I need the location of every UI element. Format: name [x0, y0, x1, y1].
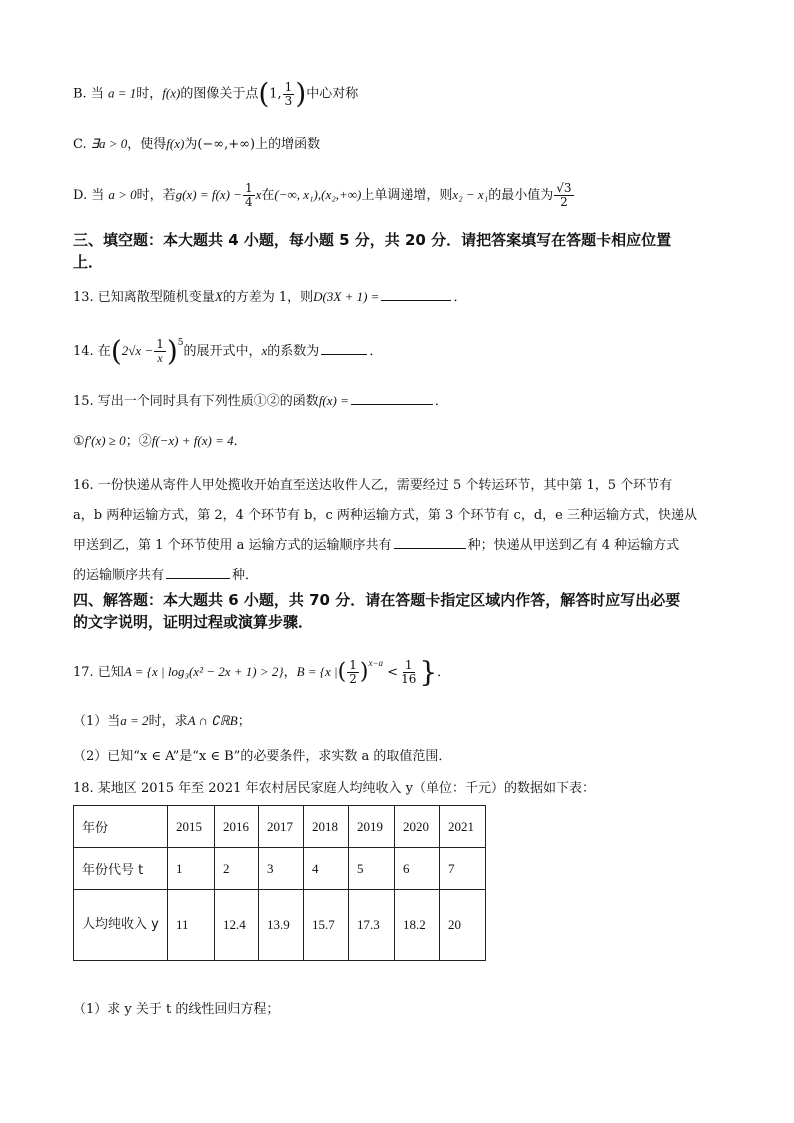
table-cell: 5: [349, 848, 395, 890]
question-13: 13. 已知离散型随机变量X的方差为 1，则D(3X + 1) = ．: [73, 289, 467, 305]
table-row-year: [74, 806, 486, 848]
table-row-code: [74, 848, 486, 890]
table-cell: 2017: [259, 806, 304, 848]
table-cell: 2: [215, 848, 259, 890]
question-14: 14. 在(2√x − $\frac{1}{x}$ )$^5$的展开式中，x的系数为 ．: [73, 334, 383, 368]
option-c: C. ∃a > 0，使得f(x)为(−∞,+∞)上的增函数: [73, 136, 321, 152]
fraction-one-third: $\frac{1}{3}$: [284, 79, 293, 108]
fraction-one-sixteenth: $\frac{1}{16}$: [401, 658, 417, 686]
table-cell: 18.2: [395, 890, 440, 961]
table-cell: 2015: [168, 806, 215, 848]
answer-blank: [166, 566, 230, 579]
answer-blank: [321, 342, 367, 355]
table-cell: 1: [168, 848, 215, 890]
table-row-income: [74, 890, 486, 961]
question-15-properties: ①f′(x) ≥ 0；②f(−x) + f(x) = 4．: [73, 433, 247, 449]
question-17: 17. 已知A = {x | log₃(x² − 2x + 1) > 2}，B = {x |( $\frac{1}{2}$ )$^{x-a}$ < $\frac{1}{16}$ }．: [73, 655, 451, 689]
table-cell: 2021: [440, 806, 486, 848]
row-header: 人均纯收入 y: [74, 890, 168, 961]
table-cell: 15.7: [304, 890, 349, 961]
table-cell: 2016: [215, 806, 259, 848]
table-cell: 13.9: [259, 890, 304, 961]
table-cell: 6: [395, 848, 440, 890]
table-cell: 2020: [395, 806, 440, 848]
table-cell: 3: [259, 848, 304, 890]
option-b: B. 当 a = 1时，f(x)的图像关于点(1, $\frac{1}{3}$ )中心对称: [73, 77, 359, 110]
table-cell: 2019: [349, 806, 395, 848]
question-17-part-2: （2）已知“x ∈ A”是“x ∈ B”的必要条件，求实数 a 的取值范围．: [73, 749, 452, 764]
table-cell: 7: [440, 848, 486, 890]
option-d: D. 当 a > 0时，若g(x) = f(x) − $\frac{1}{4}$ x在(−∞, x₁),(x₂,+∞)上单调递增，则x₂ − x₁的最小值为 $\frac{√3}{2}$: [73, 181, 572, 209]
question-15: 15. 写出一个同时具有下列性质①②的函数f(x) = ．: [73, 393, 448, 409]
question-18-part-1: （1）求 y 关于 t 的线性回归方程；: [73, 1002, 280, 1017]
income-table: [73, 805, 486, 961]
answer-blank: [381, 288, 451, 301]
fraction-root3-over-2: $\frac{√3}{2}$: [556, 181, 572, 209]
fraction-one-quarter: $\frac{1}{4}$: [244, 181, 253, 209]
table-cell: 20: [440, 890, 486, 961]
section-heading-fill-in: 三、填空题：本大题共 4 小题，每小题 5 分，共 20 分．请把答案填写在答题卡相应位置 上．: [73, 231, 672, 271]
section-heading-solutions: 四、解答题：本大题共 6 小题，共 70 分．请在答题卡指定区域内作答，解答时应写出必要 的文字说明，证明过程或演算步骤．: [73, 591, 681, 631]
table-cell: 2018: [304, 806, 349, 848]
table-cell: 4: [304, 848, 349, 890]
fraction-one-half: $\frac{1}{2}$: [349, 658, 357, 686]
question-17-part-1: （1）当a = 2时，求A ∩ ∁ℝB；: [73, 713, 251, 729]
table-cell: 17.3: [349, 890, 395, 961]
question-18: 18. 某地区 2015 年至 2021 年农村居民家庭人均纯收入 y（单位：千元）的数据如下表：: [73, 781, 595, 796]
question-16: 16. 一份快递从寄件人甲处揽收开始直至送达收件人乙，需要经过 5 个转运环节，其中第 1，5 个环节有 a，b 两种运输方式，第 2，4 个环节有 b，c 两种运输方式，第 3 个环节有 c，d，e 三种运输方式，快递从 甲送到乙，第 1 个环节使用 a 运输方式的运输顺序共有 种；快递从甲送到乙有 4 种运输方式 的运输顺序共有 种．: [73, 478, 697, 583]
answer-blank: [394, 536, 466, 549]
row-header: 年份: [74, 806, 168, 848]
table-cell: 12.4: [215, 890, 259, 961]
answer-blank: [351, 392, 433, 405]
row-header: 年份代号 t: [74, 848, 168, 890]
fraction-one-over-x: $\frac{1}{x}$: [156, 337, 164, 365]
table-cell: 11: [168, 890, 215, 961]
